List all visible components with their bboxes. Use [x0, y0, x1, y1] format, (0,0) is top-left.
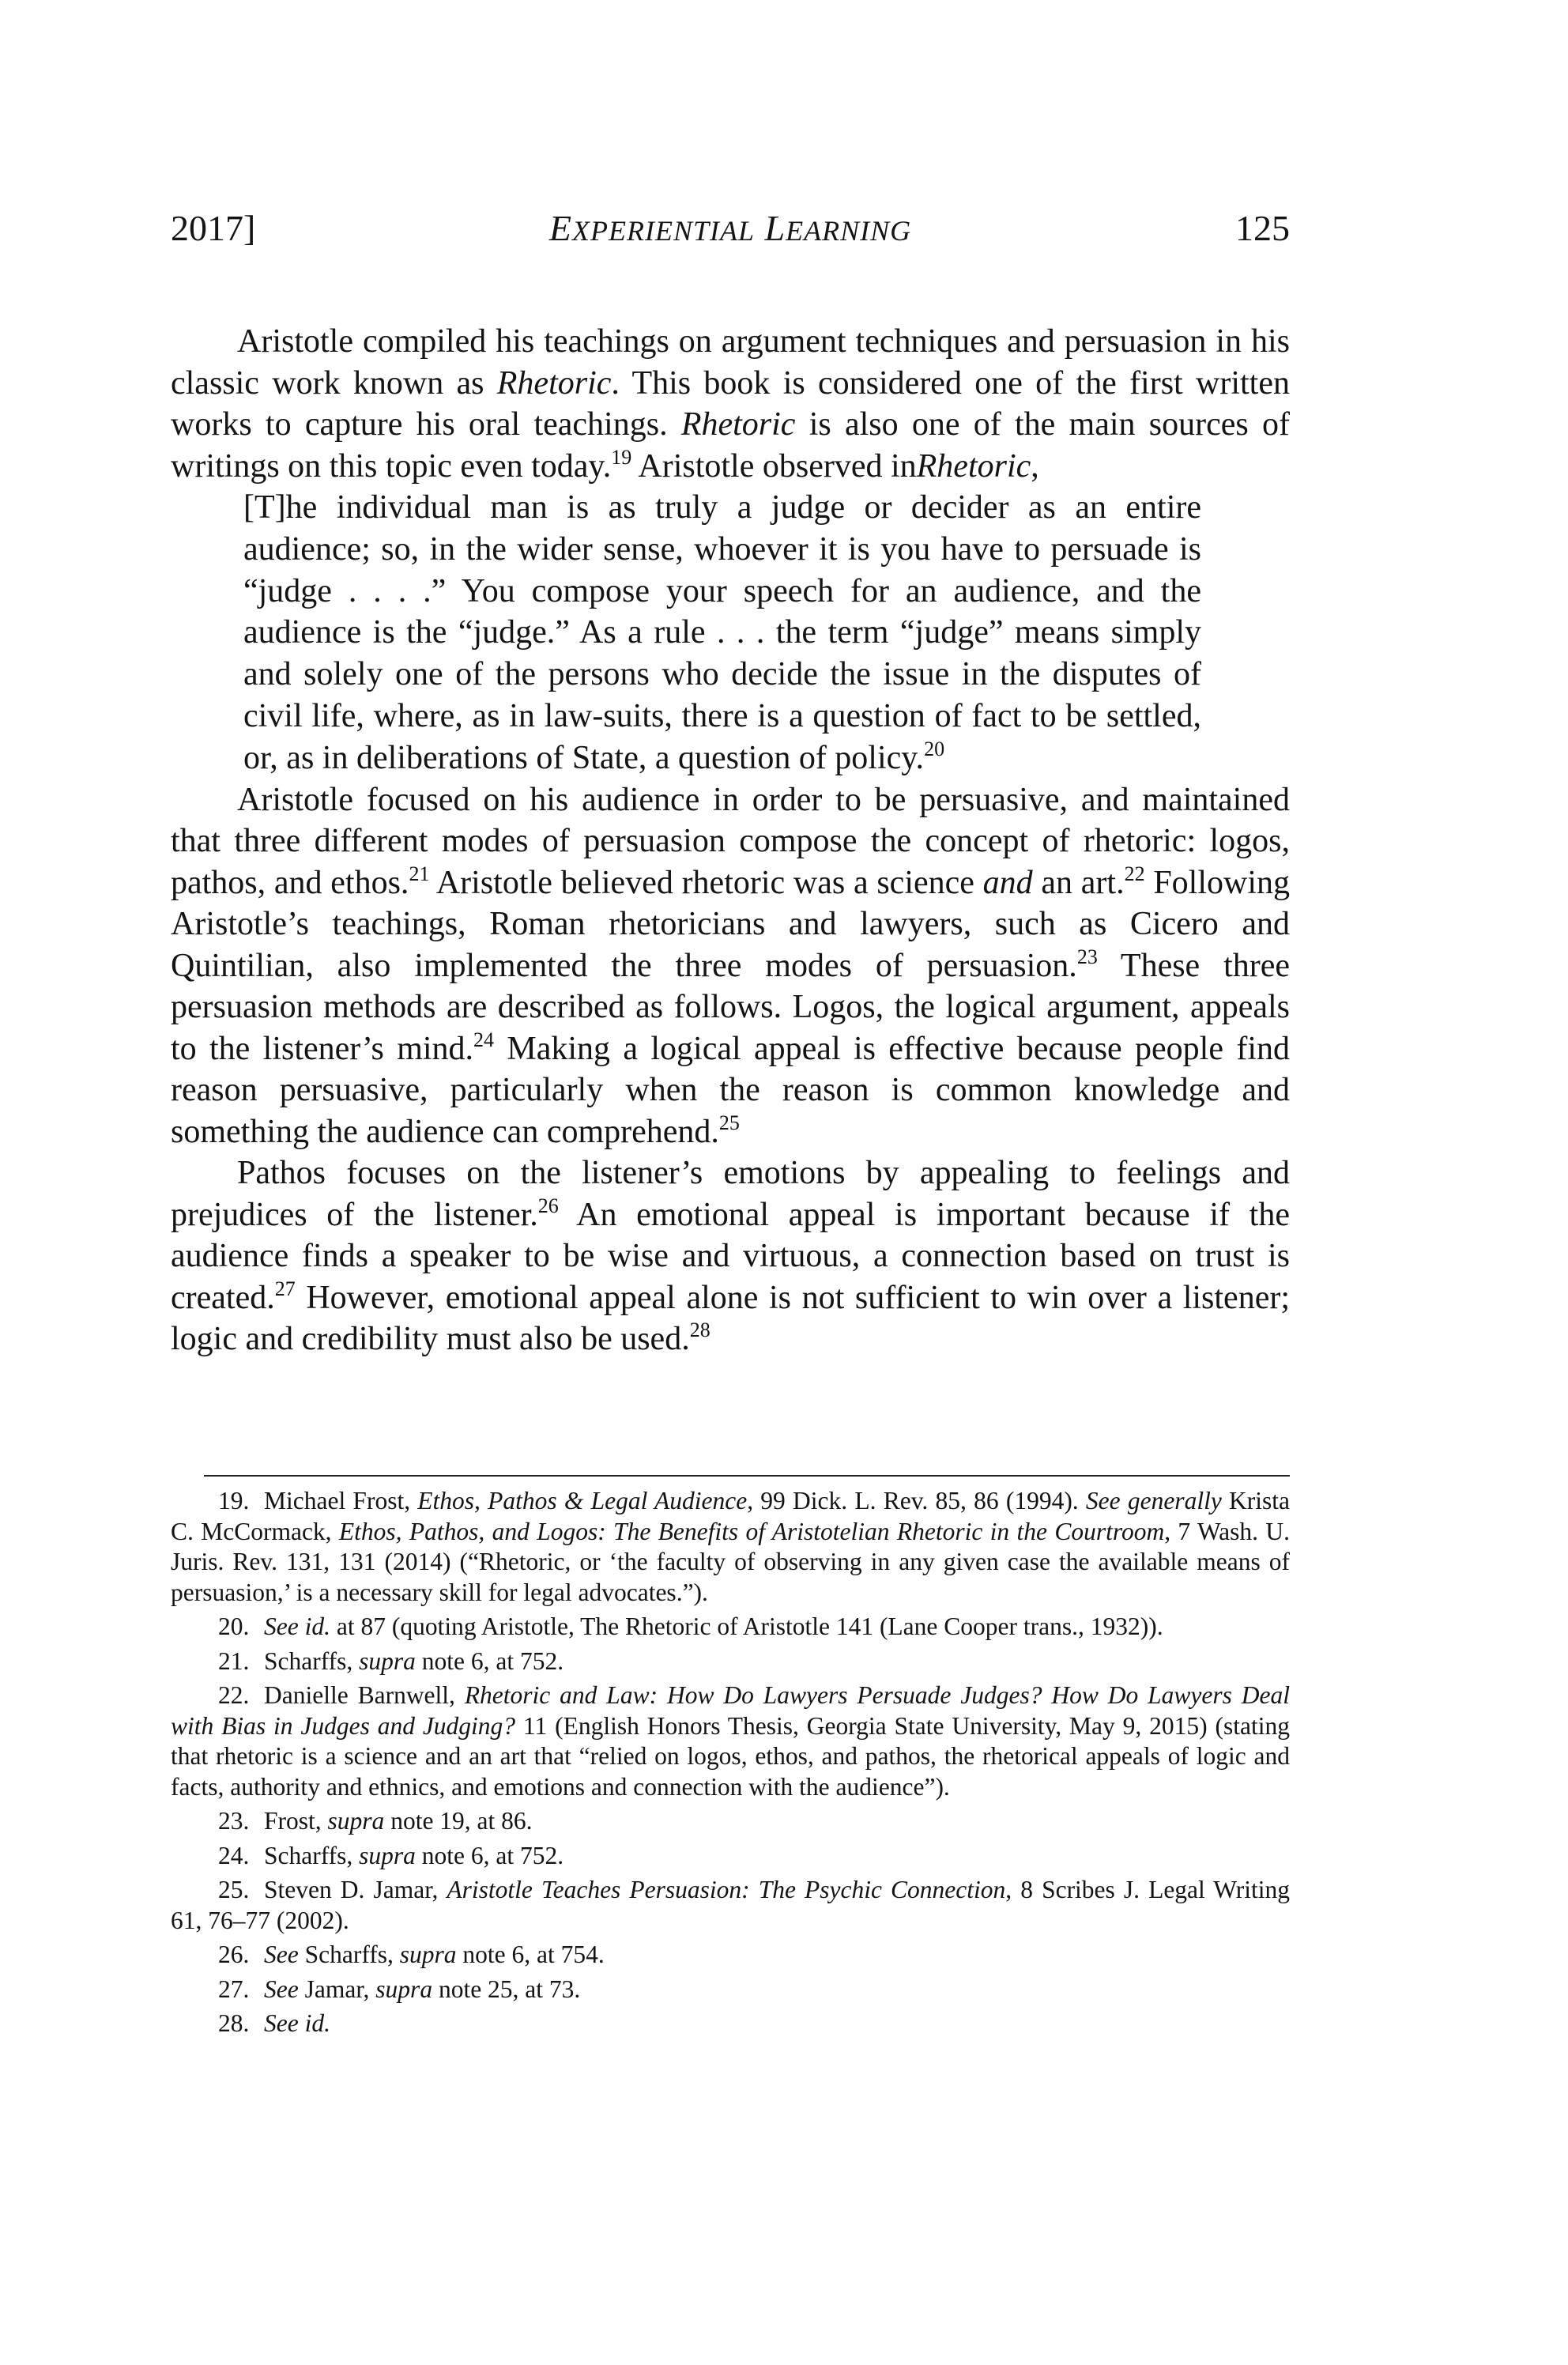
footnote-21: 21. Scharffs, supra note 6, at 752.	[218, 1646, 564, 1675]
volume-year: 2017]	[171, 208, 256, 248]
footnote-ref-24: 24	[473, 1028, 495, 1051]
footnote-20: 20. See id. at 87 (quoting Aristotle, The Rhetoric of Aristotle 141 (Lane Cooper trans., 1932)).	[218, 1612, 1163, 1640]
paragraph-1: Aristotle compiled his teachings on argument techniques and persuasion in his classic work known as Rhetoric. This book is considered one of the first written works to capture his oral teachings. Rhetoric is also one of the main sources of writings on this topic even today.$^{19}$ Aristotle observed inRhetoric,	[171, 323, 1290, 485]
footnote-28: 28. See id.	[218, 2009, 330, 2037]
footnote-ref-27: 27	[274, 1277, 296, 1300]
footnotes	[171, 1486, 1290, 2043]
main-text	[171, 321, 1290, 1360]
block-quote: [T]he individual man is as truly a judge or decider as an entire audience; so, in the wider sense, whoever it is you have to persuade is “judge . . . .” You compose your speech for an audience, and the audience is the “judge.” As a rule . . . the term “judge” means simply and solely one of the persons who decide the issue in the disputes of civil life, where, as in law-suits, there is a question of fact to be settled, or, as in deliberations of State, a question of policy.$^{20}$	[243, 489, 1201, 776]
page-number: 125	[1235, 208, 1290, 248]
footnote-ref-21: 21	[409, 862, 430, 885]
footnote-ref-19: 19	[611, 445, 632, 469]
footnote-ref-28: 28	[689, 1318, 710, 1342]
footnote-25: 25. Steven D. Jamar, Aristotle Teaches Persuasion: The Psychic Connection, 8 Scribes J. Legal Writing 61, 76–77 (2002).	[171, 1876, 1291, 1934]
running-title: EXPERIENTIAL LEARNING	[548, 208, 912, 248]
paragraph-3: Pathos focuses on the listener’s emotions by appealing to feelings and prejudices of the listener.$^{26}$ An emotional appeal is important because if the audience finds a speaker to be wise and virtuous, a connection based on trust is created.$^{27}$ However, emotional appeal alone is not sufficient to win over a listener; logic and credibility must also be used.$^{28}$	[171, 1155, 1290, 1358]
running-header	[171, 207, 1290, 255]
footnote-23: 23. Frost, supra note 19, at 86.	[218, 1807, 533, 1835]
footnote-ref-22: 22	[1124, 862, 1145, 885]
footnote-divider	[204, 1475, 1290, 1477]
footnote-24: 24. Scharffs, supra note 6, at 752.	[218, 1841, 564, 1869]
footnote-ref-23: 23	[1076, 945, 1098, 968]
footnote-26: 26. See Scharffs, supra note 6, at 754.	[218, 1941, 605, 1968]
paragraph-2: Aristotle focused on his audience in order to be persuasive, and maintained that three different modes of persuasion compose the concept of rhetoric: logos, pathos, and ethos.$^{21}$ Aristotle believed rhetoric was a science and an art.$^{22}$ Following Aristotle’s teachings, Roman rhetoricians and lawyers, such as Cicero and Quintilian, also implemented the three modes of persuasion.$^{23}$ These three persuasion methods are described as follows. Logos, the logical argument, appeals to the listener’s mind.$^{24}$ Making a logical appeal is effective because people find reason persuasive, particularly when the reason is common knowledge and something the audience can comprehend.$^{25}$	[171, 781, 1291, 1150]
footnote-27: 27. See Jamar, supra note 25, at 73.	[218, 1975, 581, 2003]
footnote-22: 22. Danielle Barnwell, Rhetoric and Law: How Do Lawyers Persuade Judges? How Do Lawyers Deal with Bias in Judges and Judging? 11 (English Honors Thesis, Georgia State University, May 9, 2015) (stating that rhetoric is a science and an art that “relied on logos, ethos, and pathos, the rhetorical appeals of logic and facts, authority and ethnics, and emotions and connection with the audience”).	[171, 1681, 1290, 1801]
footnote-ref-26: 26	[537, 1194, 559, 1217]
footnote-ref-25: 25	[718, 1111, 740, 1134]
footnote-ref-20: 20	[924, 737, 945, 760]
footnote-19: 19. Michael Frost, Ethos, Pathos & Legal Audience, 99 Dick. L. Rev. 85, 86 (1994). See generally Krista C. McCormack, Ethos, Pathos, and Logos: The Benefits of Aristotelian Rhetoric in the Courtroom, 7 Wash. U. Juris. Rev. 131, 131 (2014) (“Rhetoric, or ‘the faculty of observing in any given case the available means of persuasion,’ is a necessary skill for legal advocates.”).	[171, 1487, 1291, 1606]
